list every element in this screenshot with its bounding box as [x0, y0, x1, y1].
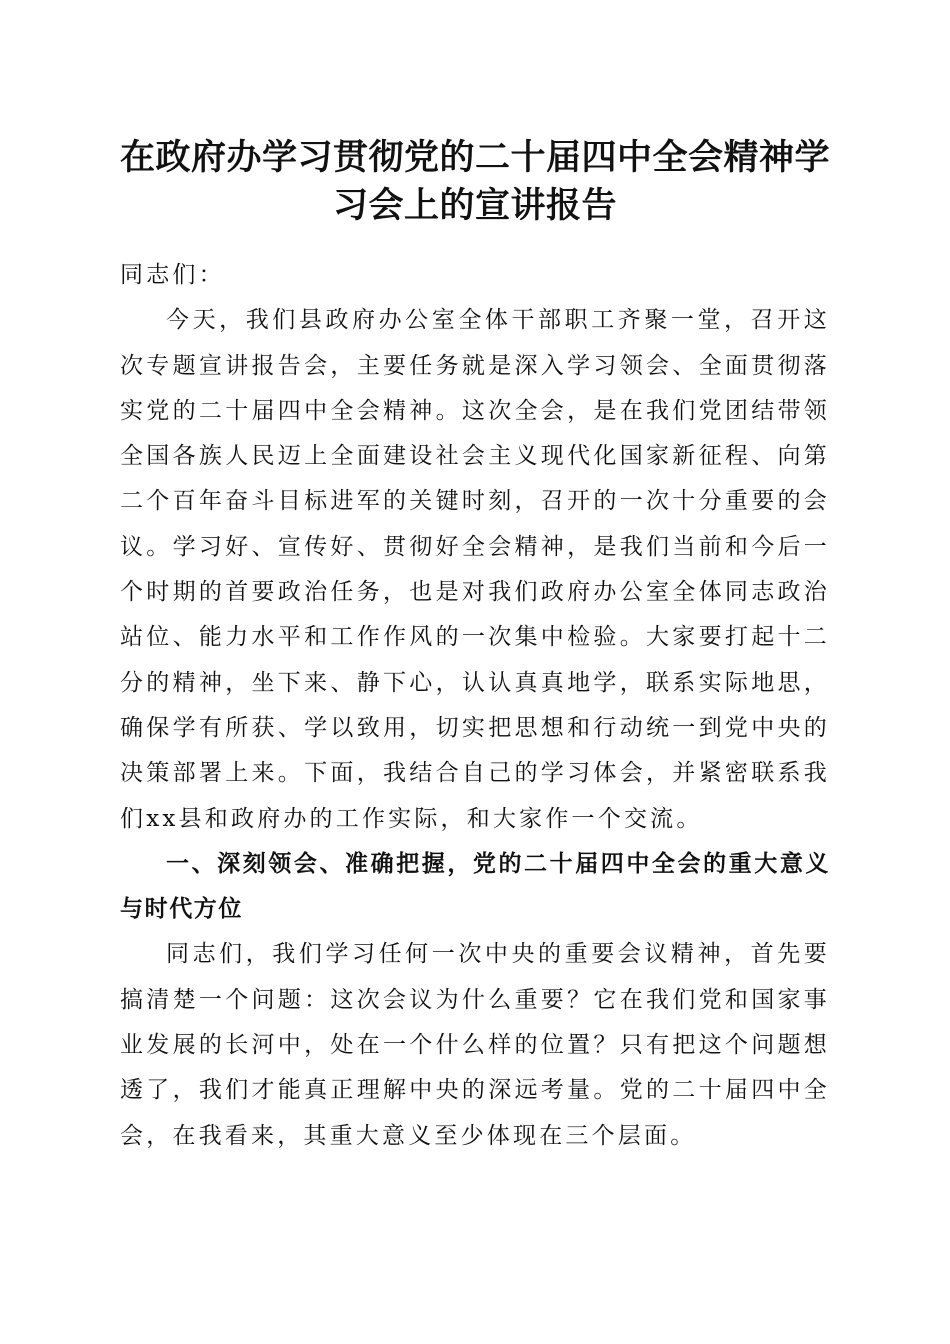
paragraph-section-1: 同志们，我们学习任何一次中央的重要会议精神，首先要搞清楚一个问题：这次会议为什么重要？它在我们党和国家事业发展的长河中，处在一个什么样的位置？只有把这个问题想透了，我们才能真正理解中央的深远考量。党的二十届四中全会，在我看来，其重大意义至少体现在三个层面。 [120, 941, 830, 1149]
title-line-1: 在政府办学习贯彻党的二十届四中全会精神学 [119, 137, 830, 178]
document-body [120, 253, 830, 1159]
salutation: 同志们： [120, 262, 225, 288]
paragraph-intro: 今天，我们县政府办公室全体干部职工齐聚一堂，召开这次专题宣讲报告会，主要任务就是深入学习领会、全面贯彻落实党的二十届四中全会精神。这次全会，是在我们党团结带领全国各族人民迈上全面建设社会主义现代化国家新征程、向第二个百年奋斗目标进军的关键时刻，召开的一次十分重要的会议。学习好、宣传好、贯彻好全会精神，是我们当前和今后一个时期的首要政治任务，也是对我们政府办公室全体同志政治站位、能力水平和工作作风的一次集中检验。大家要打起十二分的精神，坐下来、静下心，认认真真地学，联系实际地思，确保学有所获、学以致用，切实把思想和行动统一到党中央的决策部署上来。下面，我结合自己的学习体会，并紧密联系我们xx县和政府办的工作实际，和大家作一个交流。 [120, 307, 830, 832]
document-title [100, 134, 850, 230]
title-line-2: 习会上的宣讲报告 [332, 185, 617, 226]
section-heading-1: 一、深刻领会、准确把握，党的二十届四中全会的重大意义与时代方位 [120, 850, 830, 923]
